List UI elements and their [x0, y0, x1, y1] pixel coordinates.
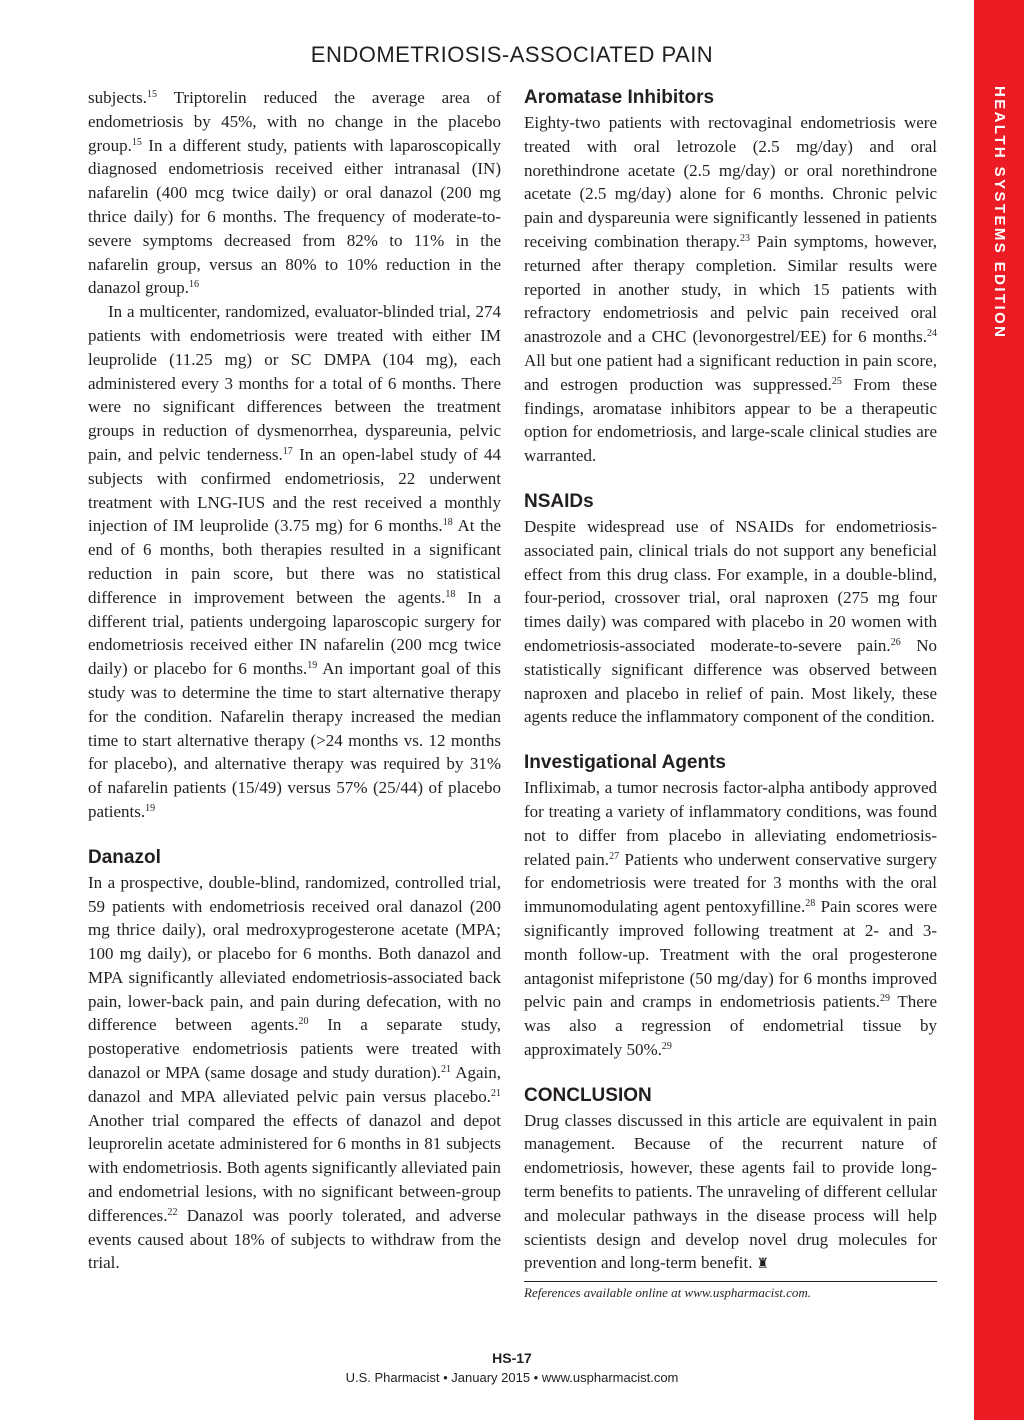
body-paragraph: Infliximab, a tumor necrosis factor-alpha antibody approved for treating a variety of inflammatory conditions, was found not to differ from placebo in alleviating endometriosis-related pain.$^{27}$ Patients who underwent conservative surgery for endometriosis were treated for 3 months with the oral immunomodulating agent pentoxyfilline.$^{28}$ Pain scores were significantly improved following treatment at 2- and 3-month follow-up. Treatment with the oral progesterone antagonist mifepristone (50 mg/day) for 6 months improved pelvic pain and cramps in endometriosis patients.$^{29}$ There was also a regression of endometrial tissue by approximately 50%.$^{29}$: [524, 778, 937, 1059]
reference-marker: 21: [491, 1087, 501, 1099]
references-note: References available online at www.uspharmacist.com.: [524, 1285, 812, 1301]
reference-marker: 21: [441, 1064, 452, 1076]
section-heading-danazol: Danazol: [88, 846, 161, 868]
page-number: HS-17: [492, 1350, 532, 1366]
section-tab-label: HEALTH SYSTEMS EDITION: [991, 86, 1008, 340]
right-column: [524, 86, 937, 1302]
section-heading-nsaids: NSAIDs: [524, 490, 594, 512]
reference-marker: 17: [282, 445, 293, 457]
reference-marker: 27: [609, 850, 620, 862]
body-paragraph: Despite widespread use of NSAIDs for endometriosis-associated pain, clinical trials do not support any beneficial effect from this drug class. For example, in a double-blind, four-period, crossover trial, oral naproxen (275 mg four times daily) was compared with placebo in 20 women with endometriosis-associated moderate-to-severe pain.$^{26}$ No statistically significant difference was observed between naproxen and placebo in relief of pain. Most likely, these agents reduce the inflammatory component of the condition.: [524, 516, 937, 727]
section-tab: [974, 0, 1024, 1420]
body-paragraph: Eighty-two patients with rectovaginal endometriosis were treated with oral letrozole (2.5 mg/day) and oral norethindrone acetate (2.5 mg/day) or oral norethindrone acetate (2.5 mg/day) alone for 6 months. Chronic pelvic pain and dyspareunia were significantly lessened in patients receiving combination therapy.$^{23}$ Pain symptoms, however, returned after therapy completion. Similar results were reported in another study, in which 15 patients with refractory endometriosis and pelvic pain received oral anastrozole and a CHC (levonorgestrel/EE) for 6 months.$^{24}$ All but one patient had a significant reduction in pain score, and estrogen production was suppressed.$^{25}$ From these findings, aromatase inhibitors appear to be a therapeutic option for endometriosis, and large-scale clinical studies are warranted.: [524, 113, 937, 466]
body-paragraph: Drug classes discussed in this article are equivalent in pain management. Because of the recurrent nature of endometriosis, however, these agents fail to provide long-term benefits to patients. The unraveling of different cellular and molecular pathways in the disease process will help scientists design and develop novel drug molecules for prevention and long-term benefit. ♜: [524, 1110, 937, 1273]
reference-marker: 23: [740, 232, 751, 244]
section-heading-investigational-agents: Investigational Agents: [524, 752, 726, 774]
reference-marker: 29: [661, 1040, 672, 1052]
reference-marker: 22: [167, 1206, 178, 1218]
reference-marker: 16: [189, 279, 200, 291]
reference-marker: 28: [805, 898, 816, 910]
body-paragraph: subjects.$^{15}$ Triptorelin reduced the average area of endometriosis by 45%, with no change in the placebo group.$^{15}$ In a different study, patients with laparoscopically diagnosed endometriosis received either intranasal (IN) nafarelin (400 mcg twice daily) or oral danazol (200 mg thrice daily) for 6 months. The frequency of moderate-to-severe symptoms decreased from 82% to 11% in the nafarelin group, versus an 80% to 10% reduction in the danazol group.$^{16}$: [88, 88, 501, 298]
reference-marker: 26: [890, 636, 901, 648]
publication-footer: U.S. Pharmacist • January 2015 • www.uspharmacist.com: [345, 1370, 679, 1385]
reference-marker: 24: [927, 328, 937, 340]
body-paragraph: In a prospective, double-blind, randomized, controlled trial, 59 patients with endometriosis received oral danazol (200 mg thrice daily), oral medroxyprogesterone acetate (MPA; 100 mg daily), or placebo for 6 months. Both danazol and MPA significantly alleviated endometriosis-associated back pain, lower-back pain, and pain during defecation, with no difference between agents.$^{20}$ In a separate study, postoperative endometriosis patients were treated with danazol or MPA (same dosage and study duration).$^{21}$ Again, danazol and MPA alleviated pelvic pain versus placebo.$^{21}$ Another trial compared the effects of danazol and depot leuprorelin acetate administered for 6 months in 81 subjects with endometriosis. Both agents significantly alleviated pain and endometrial lesions, with no significant between-group differences.$^{22}$ Danazol was poorly tolerated, and adverse events caused about 18% of subjects to withdraw from the trial.: [88, 872, 502, 1273]
section-heading-aromatase-inhibitors: Aromatase Inhibitors: [524, 87, 715, 108]
reference-marker: 18: [442, 517, 453, 529]
section-heading-conclusion: CONCLUSION: [524, 1084, 652, 1106]
reference-marker: 15: [147, 89, 158, 100]
reference-marker: 20: [298, 1016, 309, 1028]
reference-marker: 18: [445, 588, 456, 600]
reference-marker: 19: [307, 660, 318, 672]
left-column: [88, 86, 501, 1275]
body-paragraph: In a multicenter, randomized, evaluator-blinded trial, 274 patients with endometriosis were treated with either IM leuprolide (11.25 mg) or SC DMPA (104 mg), each administered every 3 months for a total of 6 months. There were no significant differences between the treatment groups in reduction of dysmenorrhea, dyspareunia, pelvic pain, and pelvic tenderness.$^{17}$ In an open-label study of 44 subjects with confirmed endometriosis, 22 underwent treatment with LNG-IUS and the rest received a monthly injection of IM leuprolide (3.75 mg) for 6 months.$^{18}$ At the end of 6 months, both therapies resulted in a significant reduction in pain score, but there was no statistical difference in improvement between the agents.$^{18}$ In a different trial, patients undergoing laparoscopic surgery for endometriosis received either IN nafarelin (200 mcg twice daily) or placebo for 6 months.$^{19}$ An important goal of this study was to determine the time to start alternative therapy for the condition. Nafarelin therapy increased the median time to start alternative therapy (>24 months vs. 12 months for placebo), and alternative therapy was required by 31% of nafarelin patients (15/49) versus 57% (25/44) of placebo patients.$^{19}$: [88, 302, 501, 821]
end-of-article-icon: ♜: [756, 1257, 770, 1273]
running-header: ENDOMETRIOSIS-ASSOCIATED PAIN: [310, 42, 714, 67]
reference-marker: 29: [880, 993, 891, 1005]
reference-marker: 15: [131, 136, 142, 148]
divider: [524, 1281, 937, 1282]
reference-marker: 25: [831, 375, 842, 387]
reference-marker: 19: [145, 802, 156, 814]
